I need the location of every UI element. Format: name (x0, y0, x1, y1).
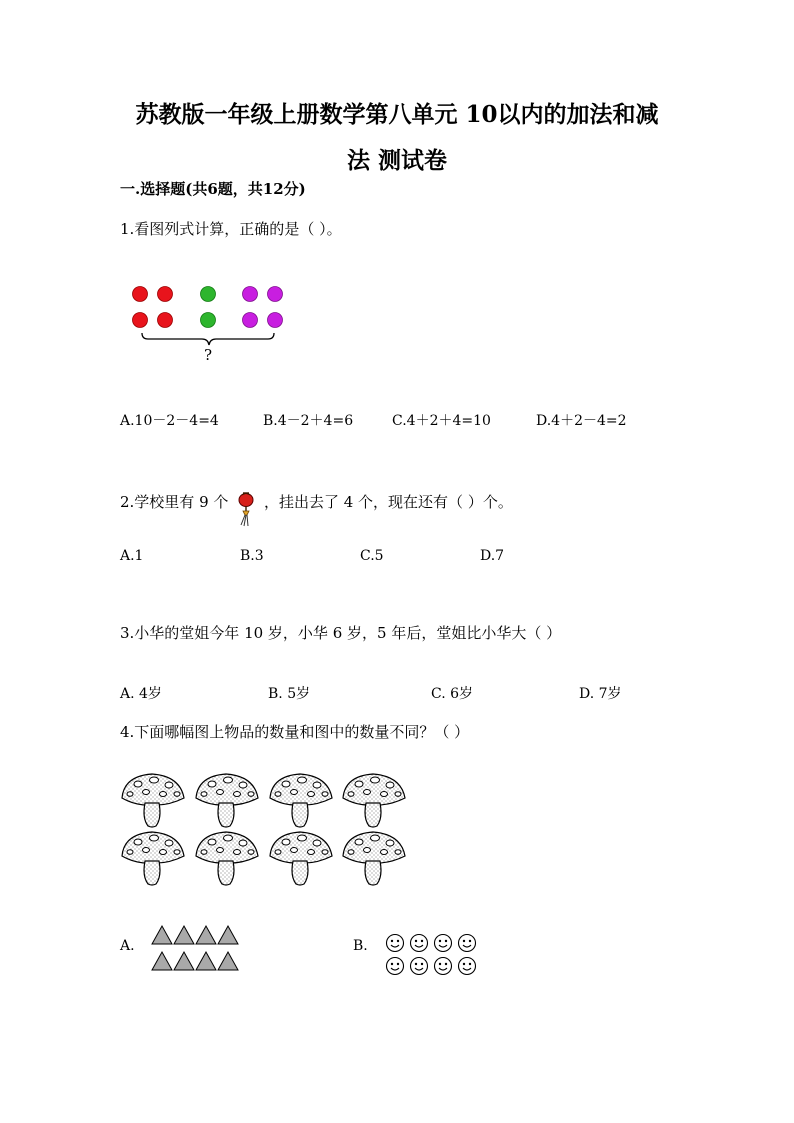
mushroom-figure (118, 770, 410, 886)
question-2-option-d[interactable]: D.7 (480, 548, 505, 564)
triangle-icon (152, 926, 172, 944)
smiley-icon (387, 958, 404, 975)
question-mark: ? (204, 346, 213, 364)
question-3-text: 3.小华的堂姐今年 10 岁，小华 6 岁，5 年后，堂姐比小华大（ ） (120, 624, 562, 642)
red-dot (158, 313, 173, 328)
section-heading: 一.选择题(共6题，共12分) (120, 180, 306, 198)
triangle-icon (196, 952, 216, 970)
smiley-icon (411, 935, 428, 952)
triangle-icon (218, 926, 238, 944)
question-1-option-d[interactable]: D.4＋2－4=2 (536, 413, 627, 429)
dots-figure (120, 272, 298, 367)
mushroom-icon (122, 774, 184, 827)
mushroom-icon (196, 832, 258, 885)
purple-dot (268, 313, 283, 328)
triangle-group (150, 922, 242, 974)
brace (142, 333, 274, 345)
page-title (100, 92, 694, 184)
mushroom-icon (343, 774, 405, 827)
question-1-option-b[interactable]: B.4－2＋4=6 (263, 413, 354, 429)
triangle-icon (174, 926, 194, 944)
question-4-text: 4.下面哪幅图上物品的数量和图中的数量不同？（ ） (120, 723, 470, 741)
mushroom-icon (270, 774, 332, 827)
question-2-option-a[interactable]: A.1 (120, 548, 144, 564)
mushroom-icon (270, 832, 332, 885)
question-4-option-a[interactable]: A. (120, 938, 135, 954)
mushroom-icon (343, 832, 405, 885)
green-dot (201, 313, 216, 328)
green-dot (201, 287, 216, 302)
smiley-icon (411, 958, 428, 975)
question-4-option-b[interactable]: B. (353, 938, 368, 954)
smiley-icon (435, 935, 452, 952)
lantern-icon (235, 489, 257, 527)
purple-dot (243, 287, 258, 302)
red-dot (133, 313, 148, 328)
title-line-1: 苏教版一年级上册数学第八单元 10以内的加法和减 (135, 101, 659, 128)
smiley-icon (459, 935, 476, 952)
question-2-text-before: 2.学校里有 9 个 (120, 493, 229, 511)
red-dot (158, 287, 173, 302)
question-2-option-b[interactable]: B.3 (240, 548, 264, 564)
smiley-icon (435, 958, 452, 975)
purple-dot (243, 313, 258, 328)
smiley-icon (459, 958, 476, 975)
question-1-figure (120, 272, 298, 367)
question-2-option-c[interactable]: C.5 (360, 548, 384, 564)
question-3-option-c[interactable]: C. 6岁 (431, 686, 474, 702)
smiley-icon (387, 935, 404, 952)
mushroom-icon (122, 832, 184, 885)
triangle-icon (152, 952, 172, 970)
question-3-option-a[interactable]: A. 4岁 (120, 686, 162, 702)
question-1-option-a[interactable]: A.10－2－4=4 (120, 413, 219, 429)
red-dot (133, 287, 148, 302)
title-line-2: 法 测试卷 (346, 147, 447, 174)
question-3-option-d[interactable]: D. 7岁 (579, 686, 622, 702)
smiley-group (384, 932, 482, 978)
question-2-text-after: ，挂出去了 4 个，现在还有（ ）个。 (263, 493, 513, 511)
triangle-icon (196, 926, 216, 944)
question-2-text (120, 489, 513, 527)
purple-dot (268, 287, 283, 302)
triangle-icon (174, 952, 194, 970)
triangle-icon (218, 952, 238, 970)
mushroom-icon (196, 774, 258, 827)
question-3-option-b[interactable]: B. 5岁 (268, 686, 311, 702)
question-1-option-c[interactable]: C.4＋2＋4=10 (392, 413, 491, 429)
question-1-text: 1.看图列式计算，正确的是（ ）。 (120, 220, 342, 238)
